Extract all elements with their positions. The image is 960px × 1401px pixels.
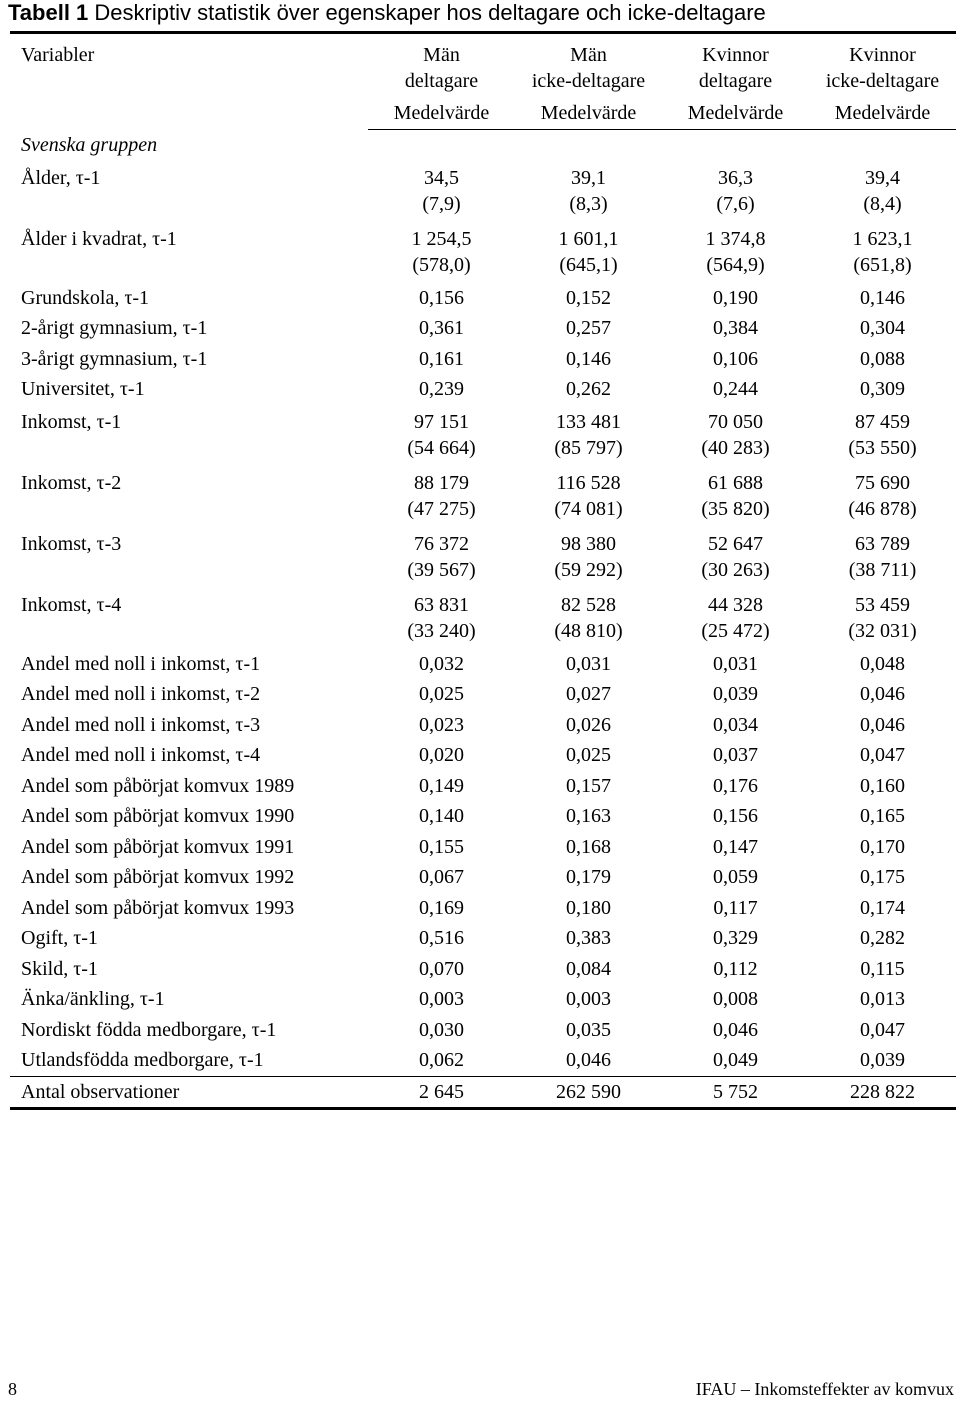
value-cell <box>515 313 662 344</box>
table-row <box>10 466 956 527</box>
mean-value: 0,088 <box>860 347 905 370</box>
value-cell <box>368 740 515 771</box>
mean-value: 0,146 <box>566 347 611 370</box>
mean-value: 0,179 <box>566 866 611 888</box>
mean-value: 0,140 <box>419 805 464 827</box>
mean-value: 0,030 <box>419 1018 464 1041</box>
std-dev-value: (47 275) <box>407 497 476 520</box>
mean-value: 61 688 <box>708 471 763 494</box>
table-caption-label: Tabell 1 <box>8 0 89 25</box>
value-cell <box>515 954 662 985</box>
value-cell <box>515 801 662 832</box>
row-label: Andel som påbörjat komvux 1990 <box>21 805 295 827</box>
table-row <box>10 374 956 405</box>
table-row <box>10 527 956 588</box>
mean-value: 0,062 <box>419 1049 464 1071</box>
value-cell <box>662 832 809 863</box>
mean-value: 53 459 <box>855 593 910 616</box>
mean-value: 0,117 <box>713 896 758 919</box>
table-caption <box>8 0 954 26</box>
mean-value: 0,165 <box>860 805 905 827</box>
mean-value: 133 481 <box>556 410 621 433</box>
table-row <box>10 954 956 985</box>
row-label: Andel med noll i inkomst, τ-2 <box>21 683 261 705</box>
value-cell <box>662 1045 809 1076</box>
table-row <box>10 344 956 375</box>
column-header-line: Kvinnor <box>702 44 769 66</box>
row-label: Ogift, τ-1 <box>21 927 98 949</box>
table-row <box>10 923 956 954</box>
row-label: Utlandsfödda medborgare, τ-1 <box>21 1049 264 1071</box>
value-cell <box>662 531 809 588</box>
value-cell <box>368 984 515 1015</box>
value-cell <box>662 649 809 680</box>
mean-value: 0,361 <box>419 317 464 339</box>
mean-value: 0,070 <box>419 957 464 980</box>
value-cell <box>662 893 809 924</box>
row-label: Inkomst, τ-3 <box>21 532 122 555</box>
mean-value: 0,039 <box>860 1049 905 1071</box>
mean-value: 0,304 <box>860 317 905 339</box>
value-cell <box>662 954 809 985</box>
column-header-line: deltagare <box>698 70 773 92</box>
value-cell <box>809 923 956 954</box>
value-cell <box>515 374 662 405</box>
std-dev-value: (8,3) <box>569 192 608 215</box>
value-cell <box>515 832 662 863</box>
mean-value: 0,115 <box>860 957 905 980</box>
value-cell <box>662 344 809 375</box>
mean-value: 0,516 <box>419 927 464 949</box>
value-cell <box>368 470 515 527</box>
mean-value: 0,037 <box>713 744 758 766</box>
std-dev-value: (40 283) <box>701 436 770 459</box>
std-dev-value: (35 820) <box>701 497 770 520</box>
value-cell <box>809 862 956 893</box>
observations-label: Antal observationer <box>21 1080 180 1103</box>
observations-value: 5 752 <box>713 1080 758 1103</box>
mean-value: 0,003 <box>566 988 611 1010</box>
value-cell <box>662 771 809 802</box>
stat-label: Medelvärde <box>515 96 662 130</box>
std-dev-value: (74 081) <box>554 497 623 520</box>
table-row <box>10 161 956 222</box>
row-label: Andel som påbörjat komvux 1989 <box>21 774 295 797</box>
table-row <box>10 1015 956 1046</box>
mean-value: 0,047 <box>860 1018 905 1041</box>
table-row <box>10 771 956 802</box>
mean-value: 75 690 <box>855 471 910 494</box>
value-cell <box>662 801 809 832</box>
column-header-men-nonparticipants <box>515 42 662 96</box>
table-row <box>10 832 956 863</box>
mean-value: 0,039 <box>713 683 758 705</box>
std-dev-value: (645,1) <box>559 253 618 276</box>
table-row <box>10 588 956 649</box>
table-row <box>10 893 956 924</box>
value-cell <box>515 679 662 710</box>
mean-value: 0,152 <box>566 286 611 309</box>
mean-value: 116 528 <box>556 471 621 494</box>
subheader-empty-cell <box>10 96 368 130</box>
column-header-women-participants <box>662 42 809 96</box>
mean-value: 0,047 <box>860 744 905 766</box>
value-cell <box>515 1015 662 1046</box>
mean-value: 0,170 <box>860 835 905 858</box>
value-cell <box>809 313 956 344</box>
table-row <box>10 710 956 741</box>
std-dev-value: (33 240) <box>407 619 476 642</box>
std-dev-value: (30 263) <box>701 558 770 581</box>
row-label: Universitet, τ-1 <box>21 378 145 400</box>
mean-value: 0,048 <box>860 652 905 675</box>
mean-value: 0,309 <box>860 378 905 400</box>
value-cell <box>515 165 662 222</box>
std-dev-value: (54 664) <box>407 436 476 459</box>
value-cell <box>662 984 809 1015</box>
row-label: Grundskola, τ-1 <box>21 286 150 309</box>
value-cell <box>809 710 956 741</box>
mean-value: 0,239 <box>419 378 464 400</box>
value-cell <box>662 409 809 466</box>
mean-value: 0,046 <box>713 1018 758 1041</box>
mean-value: 63 831 <box>414 593 469 616</box>
mean-value: 34,5 <box>424 166 459 189</box>
value-cell <box>809 409 956 466</box>
mean-value: 0,025 <box>419 683 464 705</box>
value-cell <box>515 740 662 771</box>
mean-value: 82 528 <box>561 593 616 616</box>
mean-value: 97 151 <box>414 410 469 433</box>
value-cell <box>368 592 515 649</box>
mean-value: 70 050 <box>708 410 763 433</box>
mean-value: 0,384 <box>713 317 758 339</box>
value-cell <box>662 226 809 283</box>
mean-value: 0,176 <box>713 774 758 797</box>
mean-value: 0,067 <box>419 866 464 888</box>
mean-value: 0,160 <box>860 774 905 797</box>
mean-value: 0,175 <box>860 866 905 888</box>
value-cell <box>515 984 662 1015</box>
mean-value: 36,3 <box>718 166 753 189</box>
value-cell <box>809 740 956 771</box>
table-row <box>10 283 956 314</box>
value-cell <box>809 893 956 924</box>
page-number: 8 <box>8 1379 17 1399</box>
value-cell <box>515 592 662 649</box>
value-cell <box>368 710 515 741</box>
mean-value: 0,026 <box>566 713 611 736</box>
mean-value: 44 328 <box>708 593 763 616</box>
mean-value: 0,155 <box>419 835 464 858</box>
row-label: Änka/änkling, τ-1 <box>21 988 165 1010</box>
value-cell <box>368 1015 515 1046</box>
observations-value: 262 590 <box>556 1080 621 1103</box>
value-cell <box>515 1045 662 1076</box>
value-cell <box>662 740 809 771</box>
std-dev-value: (32 031) <box>848 619 917 642</box>
std-dev-value: (578,0) <box>412 253 471 276</box>
value-cell <box>809 954 956 985</box>
mean-value: 0,035 <box>566 1018 611 1041</box>
value-cell <box>368 832 515 863</box>
column-header-line: Män <box>570 44 607 66</box>
value-cell <box>809 1015 956 1046</box>
mean-value: 0,106 <box>713 347 758 370</box>
mean-value: 1 623,1 <box>852 227 913 250</box>
value-cell <box>515 893 662 924</box>
mean-value: 0,025 <box>566 744 611 766</box>
value-cell <box>809 470 956 527</box>
value-cell <box>515 470 662 527</box>
table-row <box>10 313 956 344</box>
std-dev-value: (8,4) <box>863 192 902 215</box>
table-body <box>10 161 956 1076</box>
value-cell <box>662 923 809 954</box>
mean-value: 0,032 <box>419 652 464 675</box>
mean-value: 98 380 <box>561 532 616 555</box>
column-header-line: Män <box>423 44 460 66</box>
mean-value: 0,257 <box>566 317 611 339</box>
mean-value: 0,156 <box>713 805 758 827</box>
row-label: Andel med noll i inkomst, τ-4 <box>21 744 261 766</box>
value-cell <box>515 409 662 466</box>
value-cell <box>515 531 662 588</box>
column-header-line: icke-deltagare <box>531 70 646 92</box>
value-cell <box>515 283 662 314</box>
value-cell <box>368 374 515 405</box>
mean-value: 0,157 <box>566 774 611 797</box>
value-cell <box>809 344 956 375</box>
mean-value: 0,174 <box>860 896 905 919</box>
table-row <box>10 1045 956 1076</box>
mean-value: 0,163 <box>566 805 611 827</box>
mean-value: 0,168 <box>566 835 611 858</box>
observations-row <box>10 1076 956 1108</box>
row-label: Ålder, τ-1 <box>21 166 101 189</box>
statistics-table <box>10 31 956 1110</box>
value-cell <box>368 649 515 680</box>
row-label: Inkomst, τ-1 <box>21 410 122 433</box>
mean-value: 0,020 <box>419 744 464 766</box>
observations-value: 228 822 <box>850 1080 915 1103</box>
std-dev-value: (651,8) <box>853 253 912 276</box>
mean-value: 87 459 <box>855 410 910 433</box>
value-cell <box>368 954 515 985</box>
column-header-men-participants <box>368 42 515 96</box>
mean-value: 0,046 <box>860 683 905 705</box>
value-cell <box>809 984 956 1015</box>
mean-value: 0,161 <box>419 347 464 370</box>
std-dev-value: (39 567) <box>407 558 476 581</box>
mean-value: 0,329 <box>713 927 758 949</box>
mean-value: 0,147 <box>713 835 758 858</box>
stat-label: Medelvärde <box>662 96 809 130</box>
mean-value: 0,023 <box>419 713 464 736</box>
mean-value: 0,180 <box>566 896 611 919</box>
mean-value: 0,027 <box>566 683 611 705</box>
value-cell <box>368 226 515 283</box>
mean-value: 0,003 <box>419 988 464 1010</box>
value-cell <box>368 679 515 710</box>
mean-value: 0,146 <box>860 286 905 309</box>
value-cell <box>368 1045 515 1076</box>
value-cell <box>368 531 515 588</box>
mean-value: 52 647 <box>708 532 763 555</box>
row-label: Inkomst, τ-2 <box>21 471 122 494</box>
column-header-women-nonparticipants <box>809 42 956 96</box>
std-dev-value: (48 810) <box>554 619 623 642</box>
value-cell <box>368 801 515 832</box>
mean-value: 0,008 <box>713 988 758 1010</box>
row-label: Andel som påbörjat komvux 1992 <box>21 866 295 888</box>
value-cell <box>368 409 515 466</box>
row-label: Skild, τ-1 <box>21 957 98 980</box>
value-cell <box>515 226 662 283</box>
table-row <box>10 740 956 771</box>
mean-value: 0,169 <box>419 896 464 919</box>
mean-value: 1 254,5 <box>411 227 472 250</box>
table-row <box>10 649 956 680</box>
table-row <box>10 679 956 710</box>
value-cell <box>662 313 809 344</box>
value-cell <box>662 679 809 710</box>
value-cell <box>662 470 809 527</box>
row-label: 2-årigt gymnasium, τ-1 <box>21 317 208 339</box>
mean-value: 76 372 <box>414 532 469 555</box>
value-cell <box>809 649 956 680</box>
value-cell <box>515 710 662 741</box>
value-cell <box>809 679 956 710</box>
value-cell <box>662 592 809 649</box>
std-dev-value: (59 292) <box>554 558 623 581</box>
value-cell <box>809 226 956 283</box>
column-header-line: Kvinnor <box>849 44 916 66</box>
value-cell <box>809 771 956 802</box>
table-row <box>10 984 956 1015</box>
mean-value: 0,046 <box>566 1049 611 1071</box>
group-label: Svenska gruppen <box>21 134 158 156</box>
mean-value: 0,112 <box>713 957 758 980</box>
mean-value: 0,149 <box>419 774 464 797</box>
table-row <box>10 801 956 832</box>
value-cell <box>368 771 515 802</box>
value-cell <box>515 771 662 802</box>
value-cell <box>515 649 662 680</box>
std-dev-value: (85 797) <box>554 436 623 459</box>
std-dev-value: (53 550) <box>848 436 917 459</box>
value-cell <box>662 1015 809 1046</box>
value-cell <box>809 592 956 649</box>
std-dev-value: (7,6) <box>716 192 755 215</box>
mean-value: 1 374,8 <box>705 227 766 250</box>
table-caption-title: Deskriptiv statistik över egenskaper hos deltagare och icke-deltagare <box>94 0 766 25</box>
row-label: Andel med noll i inkomst, τ-1 <box>21 652 261 675</box>
stat-label: Medelvärde <box>368 96 515 130</box>
mean-value: 0,262 <box>566 378 611 400</box>
value-cell <box>809 1045 956 1076</box>
mean-value: 0,046 <box>860 713 905 736</box>
value-cell <box>368 862 515 893</box>
std-dev-value: (25 472) <box>701 619 770 642</box>
observations-value: 2 645 <box>419 1080 464 1103</box>
table-row <box>10 222 956 283</box>
mean-value: 0,031 <box>713 652 758 675</box>
table-row <box>10 862 956 893</box>
mean-value: 39,1 <box>571 166 606 189</box>
mean-value: 0,049 <box>713 1049 758 1071</box>
value-cell <box>515 344 662 375</box>
value-cell <box>368 313 515 344</box>
mean-value: 63 789 <box>855 532 910 555</box>
mean-value: 0,156 <box>419 286 464 309</box>
value-cell <box>662 710 809 741</box>
value-cell <box>368 344 515 375</box>
mean-value: 0,282 <box>860 927 905 949</box>
std-dev-value: (38 711) <box>848 558 917 581</box>
mean-value: 0,190 <box>713 286 758 309</box>
value-cell <box>515 862 662 893</box>
mean-value: 88 179 <box>414 471 469 494</box>
value-cell <box>809 832 956 863</box>
value-cell <box>662 862 809 893</box>
value-cell <box>662 165 809 222</box>
value-cell <box>809 165 956 222</box>
value-cell <box>809 374 956 405</box>
mean-value: 0,084 <box>566 957 611 980</box>
row-label: Nordiskt födda medborgare, τ-1 <box>21 1018 277 1041</box>
value-cell <box>368 893 515 924</box>
table-row <box>10 405 956 466</box>
row-label: Ålder i kvadrat, τ-1 <box>21 227 177 250</box>
row-label: Andel med noll i inkomst, τ-3 <box>21 713 261 736</box>
mean-value: 0,244 <box>713 378 758 400</box>
group-row <box>10 130 956 161</box>
value-cell <box>662 283 809 314</box>
row-label: Inkomst, τ-4 <box>21 593 122 616</box>
mean-value: 1 601,1 <box>558 227 619 250</box>
publication-title: IFAU – Inkomsteffekter av komvux <box>695 1379 954 1399</box>
value-cell <box>662 374 809 405</box>
column-header-line: deltagare <box>404 70 479 92</box>
stat-label: Medelvärde <box>809 96 956 130</box>
value-cell <box>368 283 515 314</box>
mean-value: 0,013 <box>860 988 905 1010</box>
column-header-line: icke-deltagare <box>825 70 940 92</box>
mean-value: 0,031 <box>566 652 611 675</box>
value-cell <box>809 531 956 588</box>
value-cell <box>809 801 956 832</box>
table-subheader-row <box>10 96 956 130</box>
std-dev-value: (46 878) <box>848 497 917 520</box>
row-label: Andel som påbörjat komvux 1991 <box>21 835 295 858</box>
row-label: Andel som påbörjat komvux 1993 <box>21 896 295 919</box>
mean-value: 0,059 <box>713 866 758 888</box>
row-label: 3-årigt gymnasium, τ-1 <box>21 347 208 370</box>
value-cell <box>515 923 662 954</box>
value-cell <box>368 165 515 222</box>
value-cell <box>368 923 515 954</box>
std-dev-value: (7,9) <box>422 192 461 215</box>
value-cell <box>809 283 956 314</box>
variables-header: Variabler <box>21 44 95 66</box>
mean-value: 0,034 <box>713 713 758 736</box>
std-dev-value: (564,9) <box>706 253 765 276</box>
mean-value: 39,4 <box>865 166 900 189</box>
table-header-row <box>10 34 956 96</box>
mean-value: 0,383 <box>566 927 611 949</box>
